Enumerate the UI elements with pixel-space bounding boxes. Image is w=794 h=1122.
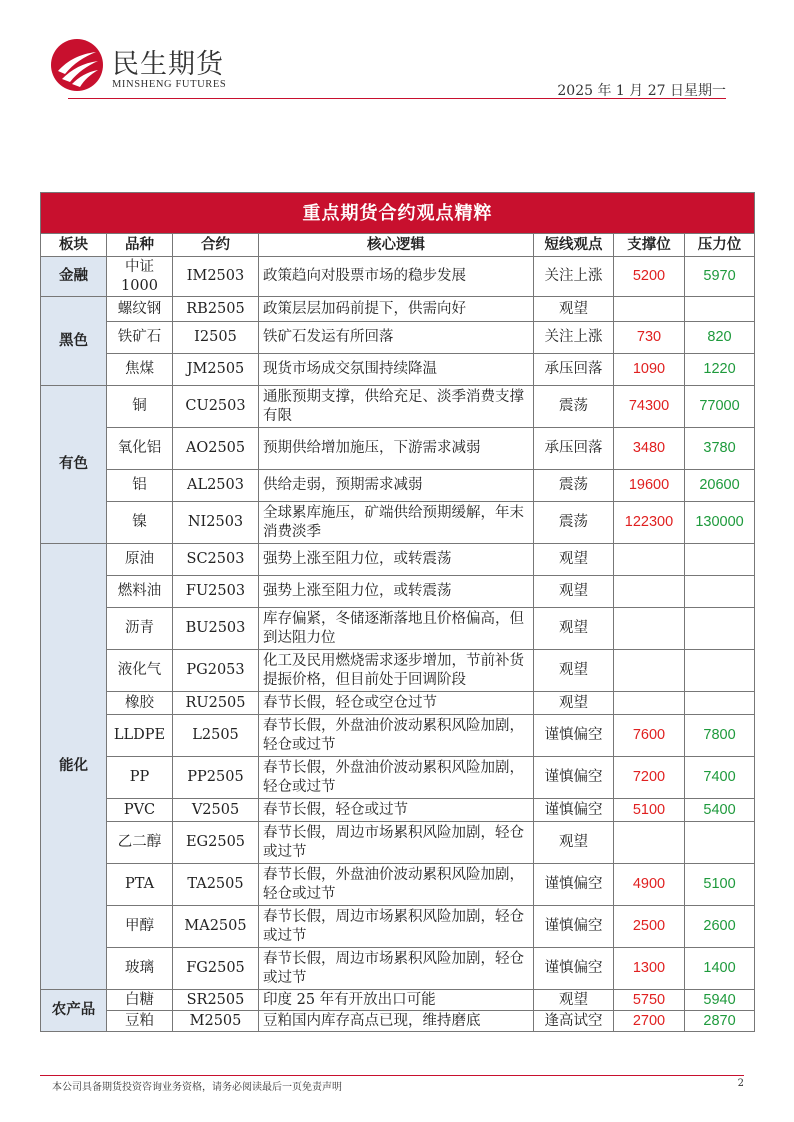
- support-cell: 5100: [614, 799, 685, 822]
- resistance-cell: [685, 650, 755, 692]
- support-cell: [614, 822, 685, 864]
- table-row: [41, 354, 755, 386]
- contract-cell: L2505: [173, 715, 259, 757]
- contract-cell: SR2505: [173, 990, 259, 1011]
- resistance-cell: 20600: [685, 470, 755, 502]
- contract-cell: PG2053: [173, 650, 259, 692]
- logic-cell: 通胀预期支撑，供给充足、淡季消费支撑有限: [259, 386, 534, 428]
- variety-cell: 乙二醇: [107, 822, 173, 864]
- brand-name-en: MINSHENG FUTURES: [112, 79, 227, 90]
- logic-cell: 预期供给增加施压，下游需求减弱: [259, 428, 534, 470]
- header-contract: 合约: [173, 234, 259, 257]
- view-cell: 观望: [534, 576, 614, 608]
- logic-cell: 强势上涨至阻力位，或转震荡: [259, 544, 534, 576]
- table-row: [41, 576, 755, 608]
- logic-cell: 春节长假，轻仓或过节: [259, 799, 534, 822]
- table-row: [41, 297, 755, 322]
- table-row: [41, 257, 755, 297]
- logic-cell: 政策趋向对股票市场的稳步发展: [259, 257, 534, 297]
- view-cell: 观望: [534, 692, 614, 715]
- contract-cell: AL2503: [173, 470, 259, 502]
- logic-cell: 印度 25 年有开放出口可能: [259, 990, 534, 1011]
- logic-cell: 豆粕国内库存高点已现，维持磨底: [259, 1011, 534, 1032]
- logic-cell: 政策层层加码前提下，供需向好: [259, 297, 534, 322]
- table-row: [41, 864, 755, 906]
- support-cell: 19600: [614, 470, 685, 502]
- variety-cell: 焦煤: [107, 354, 173, 386]
- header-logic: 核心逻辑: [259, 234, 534, 257]
- resistance-cell: [685, 608, 755, 650]
- logic-cell: 春节长假，外盘油价波动累积风险加剧，轻仓或过节: [259, 757, 534, 799]
- logic-cell: 现货市场成交氛围持续降温: [259, 354, 534, 386]
- support-cell: 3480: [614, 428, 685, 470]
- table-row: [41, 822, 755, 864]
- view-cell: 谨慎偏空: [534, 906, 614, 948]
- table-row: [41, 715, 755, 757]
- contract-cell: I2505: [173, 322, 259, 354]
- support-cell: [614, 692, 685, 715]
- contract-cell: AO2505: [173, 428, 259, 470]
- view-cell: 观望: [534, 990, 614, 1011]
- variety-cell: 铝: [107, 470, 173, 502]
- variety-cell: PTA: [107, 864, 173, 906]
- view-cell: 震荡: [534, 386, 614, 428]
- header-support: 支撑位: [614, 234, 685, 257]
- support-cell: [614, 650, 685, 692]
- logic-cell: 春节长假，外盘油价波动累积风险加剧，轻仓或过节: [259, 864, 534, 906]
- minsheng-logo-icon: [50, 38, 104, 92]
- table-row: [41, 502, 755, 544]
- contract-cell: EG2505: [173, 822, 259, 864]
- resistance-cell: [685, 822, 755, 864]
- sector-cell: 有色: [41, 386, 107, 544]
- resistance-cell: 3780: [685, 428, 755, 470]
- view-cell: 震荡: [534, 470, 614, 502]
- support-cell: 7200: [614, 757, 685, 799]
- contract-cell: FU2503: [173, 576, 259, 608]
- variety-cell: 白糖: [107, 990, 173, 1011]
- table-row: [41, 608, 755, 650]
- contract-cell: MA2505: [173, 906, 259, 948]
- header-variety: 品种: [107, 234, 173, 257]
- view-cell: 谨慎偏空: [534, 715, 614, 757]
- resistance-cell: 1400: [685, 948, 755, 990]
- logic-cell: 春节长假，轻仓或空仓过节: [259, 692, 534, 715]
- resistance-cell: 820: [685, 322, 755, 354]
- support-cell: [614, 297, 685, 322]
- logic-cell: 春节长假，外盘油价波动累积风险加剧，轻仓或过节: [259, 715, 534, 757]
- table-row: [41, 692, 755, 715]
- view-cell: 震荡: [534, 502, 614, 544]
- view-cell: 关注上涨: [534, 322, 614, 354]
- sector-cell: 农产品: [41, 990, 107, 1032]
- contract-cell: CU2503: [173, 386, 259, 428]
- contract-cell: PP2505: [173, 757, 259, 799]
- variety-cell: 铁矿石: [107, 322, 173, 354]
- view-cell: 谨慎偏空: [534, 799, 614, 822]
- resistance-cell: 77000: [685, 386, 755, 428]
- support-cell: 1090: [614, 354, 685, 386]
- variety-cell: 豆粕: [107, 1011, 173, 1032]
- support-cell: [614, 608, 685, 650]
- view-cell: 关注上涨: [534, 257, 614, 297]
- support-cell: 5200: [614, 257, 685, 297]
- view-cell: 逢高试空: [534, 1011, 614, 1032]
- view-cell: 承压回落: [534, 428, 614, 470]
- support-cell: [614, 576, 685, 608]
- support-cell: 122300: [614, 502, 685, 544]
- variety-cell: LLDPE: [107, 715, 173, 757]
- resistance-cell: [685, 692, 755, 715]
- contract-cell: BU2503: [173, 608, 259, 650]
- variety-cell: PVC: [107, 799, 173, 822]
- support-cell: 2700: [614, 1011, 685, 1032]
- sector-cell: 金融: [41, 257, 107, 297]
- contract-cell: SC2503: [173, 544, 259, 576]
- view-cell: 观望: [534, 650, 614, 692]
- report-date: 2025 年 1 月 27 日星期一: [557, 83, 726, 99]
- table-row: [41, 386, 755, 428]
- logic-cell: 春节长假，周边市场累积风险加剧，轻仓或过节: [259, 906, 534, 948]
- support-cell: 7600: [614, 715, 685, 757]
- view-cell: 谨慎偏空: [534, 948, 614, 990]
- table-title: 重点期货合约观点精粹: [41, 193, 755, 234]
- header-sector: 板块: [41, 234, 107, 257]
- contract-cell: JM2505: [173, 354, 259, 386]
- table-row: [41, 799, 755, 822]
- logic-cell: 化工及民用燃烧需求逐步增加，节前补货提振价格，但目前处于回调阶段: [259, 650, 534, 692]
- table-row: [41, 650, 755, 692]
- table-row: [41, 322, 755, 354]
- footer-divider: [40, 1075, 744, 1076]
- table-row: [41, 948, 755, 990]
- table-row: [41, 906, 755, 948]
- disclaimer-note: 本公司具备期货投资咨询业务资格，请务必阅读最后一页免责声明: [52, 1082, 342, 1093]
- support-cell: 5750: [614, 990, 685, 1011]
- variety-cell: 玻璃: [107, 948, 173, 990]
- view-cell: 观望: [534, 608, 614, 650]
- contract-cell: RB2505: [173, 297, 259, 322]
- table-row: [41, 1011, 755, 1032]
- table-row: [41, 544, 755, 576]
- contract-cell: NI2503: [173, 502, 259, 544]
- variety-cell: 铜: [107, 386, 173, 428]
- support-cell: 74300: [614, 386, 685, 428]
- variety-cell: 橡胶: [107, 692, 173, 715]
- table-row: [41, 428, 755, 470]
- sector-cell: 黑色: [41, 297, 107, 386]
- logic-cell: 库存偏紧，冬储逐渐落地且价格偏高，但到达阻力位: [259, 608, 534, 650]
- resistance-cell: 2870: [685, 1011, 755, 1032]
- resistance-cell: 1220: [685, 354, 755, 386]
- contract-cell: TA2505: [173, 864, 259, 906]
- resistance-cell: 7800: [685, 715, 755, 757]
- support-cell: 2500: [614, 906, 685, 948]
- contract-cell: RU2505: [173, 692, 259, 715]
- support-cell: 730: [614, 322, 685, 354]
- sector-cell: 能化: [41, 544, 107, 990]
- variety-cell: 中证1000: [107, 257, 173, 297]
- resistance-cell: 2600: [685, 906, 755, 948]
- view-cell: 观望: [534, 297, 614, 322]
- logic-cell: 强势上涨至阻力位，或转震荡: [259, 576, 534, 608]
- contract-cell: FG2505: [173, 948, 259, 990]
- contract-cell: IM2503: [173, 257, 259, 297]
- table-row: [41, 990, 755, 1011]
- header-divider: [68, 98, 726, 99]
- resistance-cell: 5940: [685, 990, 755, 1011]
- variety-cell: 原油: [107, 544, 173, 576]
- logic-cell: 全球累库施压，矿端供给预期缓解，年末消费淡季: [259, 502, 534, 544]
- resistance-cell: [685, 544, 755, 576]
- contract-cell: V2505: [173, 799, 259, 822]
- view-cell: 谨慎偏空: [534, 864, 614, 906]
- contract-cell: M2505: [173, 1011, 259, 1032]
- resistance-cell: 7400: [685, 757, 755, 799]
- support-cell: 4900: [614, 864, 685, 906]
- view-cell: 谨慎偏空: [534, 757, 614, 799]
- logic-cell: 铁矿石发运有所回落: [259, 322, 534, 354]
- variety-cell: 甲醇: [107, 906, 173, 948]
- table-row: [41, 757, 755, 799]
- resistance-cell: 5970: [685, 257, 755, 297]
- variety-cell: 氧化铝: [107, 428, 173, 470]
- view-cell: 观望: [534, 822, 614, 864]
- variety-cell: PP: [107, 757, 173, 799]
- view-cell: 承压回落: [534, 354, 614, 386]
- variety-cell: 燃料油: [107, 576, 173, 608]
- logic-cell: 供给走弱，预期需求减弱: [259, 470, 534, 502]
- resistance-cell: 130000: [685, 502, 755, 544]
- logic-cell: 春节长假，周边市场累积风险加剧，轻仓或过节: [259, 822, 534, 864]
- page-number: 2: [737, 1078, 744, 1089]
- view-cell: 观望: [534, 544, 614, 576]
- logic-cell: 春节长假，周边市场累积风险加剧，轻仓或过节: [259, 948, 534, 990]
- variety-cell: 沥青: [107, 608, 173, 650]
- resistance-cell: [685, 576, 755, 608]
- header-view: 短线观点: [534, 234, 614, 257]
- support-cell: 1300: [614, 948, 685, 990]
- resistance-cell: 5100: [685, 864, 755, 906]
- variety-cell: 镍: [107, 502, 173, 544]
- brand-name-cn: 民生期货: [112, 49, 224, 80]
- futures-view-table: [40, 192, 755, 1032]
- table-row: [41, 470, 755, 502]
- resistance-cell: [685, 297, 755, 322]
- variety-cell: 螺纹钢: [107, 297, 173, 322]
- header-resistance: 压力位: [685, 234, 755, 257]
- variety-cell: 液化气: [107, 650, 173, 692]
- support-cell: [614, 544, 685, 576]
- resistance-cell: 5400: [685, 799, 755, 822]
